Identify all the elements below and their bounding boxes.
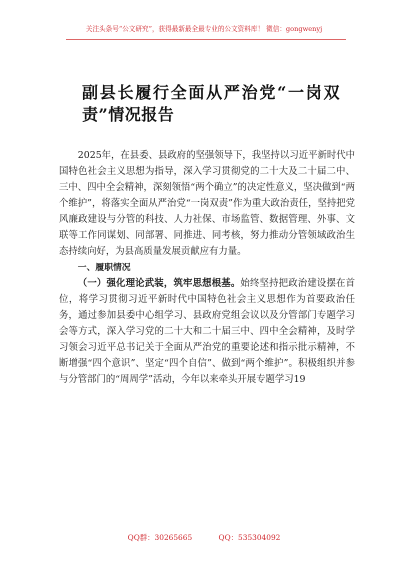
sub-section-heading: （一）强化理论武装，筑牢思想根基。 <box>77 278 241 289</box>
section-heading: 一、履职情况 <box>77 263 131 273</box>
intro-paragraph: 2025年，在县委、县政府的坚强领导下，我坚持以习近平新时代中国特色社会主义思想为指导，深入学习贯彻党的二十大及二十届二中、三中、四中全会精神，深刻领悟“两个确立”的决定性意义，坚决做到“两个维护”，将落实全面从严治党“一岗双责”作为重大政治责任，坚持把党风廉政建设与分管的科技、人力社保、市场监管、数据管理、外事、文联等工作同谋划、同部署、同推进、同考核，努力推动分管领域政治生态持续向好，为县高质量发展贡献应有力量。 <box>59 150 355 257</box>
footer-qq-group: QQ群：30265665 <box>127 533 193 542</box>
footer-qq-contact: QQ：535304092 <box>218 533 281 542</box>
sub-section-text: 始终坚持把政治建设摆在首位，将学习贯彻习近平新时代中国特色社会主义思想作为首要政治任务，通过参加县委中心组学习、县政府党组会议以及分管部门专题学习会等方式，深入学习党的二十大和二十届三中、四中全会精神，及时学习领会习近平总书记关于全面从严治党的重要论述和指示批示精神，不断增强“四个意识”、坚定“四个自信”、做到“两个维护”。积极组织并参与分管部门的“周周学”活动，今年以来牵头开展专题学习19 <box>59 278 355 385</box>
footer-contact <box>0 533 408 543</box>
document-title: 副县长履行全面从严治党“一岗双责”情况报告 <box>82 83 340 124</box>
header-divider <box>66 39 346 40</box>
sub-section-paragraph <box>59 276 355 388</box>
header-promo-note: 关注头条号“公文研究”，获得最新最全最专业的公文资料库！ 微信：gongwenyj <box>85 25 323 33</box>
document-body <box>59 148 355 388</box>
